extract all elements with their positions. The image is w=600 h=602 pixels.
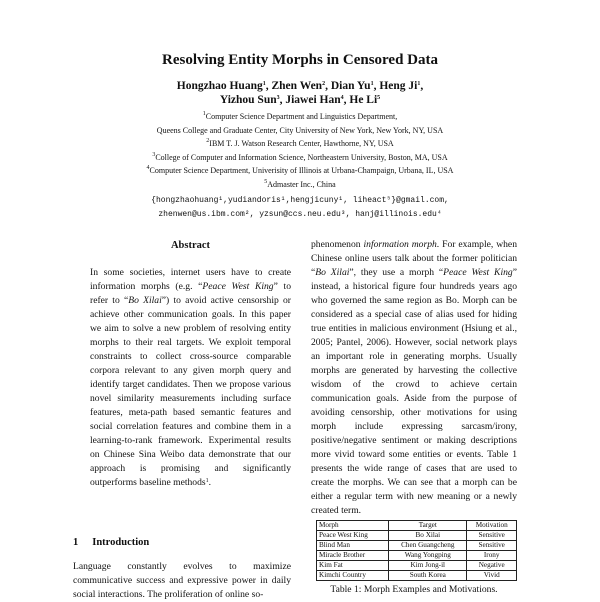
email-list bbox=[0, 194, 600, 222]
affiliation bbox=[0, 110, 600, 124]
right-column-text bbox=[311, 238, 517, 518]
section-title: Introduction bbox=[92, 537, 150, 548]
author-sup: 2 bbox=[322, 81, 326, 87]
affiliation-text: Admaster Inc., China bbox=[267, 179, 336, 189]
table-header-row bbox=[317, 521, 517, 531]
abstract-text: In some societies, internet users have to create information morphs (e.g. “ bbox=[90, 267, 291, 292]
table-cell: Miracle Brother bbox=[317, 551, 389, 561]
table-row bbox=[317, 531, 517, 541]
author-line-1: Hongzhao Huang$^1$, Zhen Wen$^2$, Dian Yu$^1$, Heng Ji$^1$, bbox=[176, 80, 424, 92]
table-header-cell: Target bbox=[389, 521, 467, 531]
affiliation-sup: 3 bbox=[152, 151, 156, 158]
abstract-emphasis: Peace West King bbox=[202, 281, 274, 292]
abstract-body bbox=[90, 266, 291, 490]
author-sup: 5 bbox=[377, 95, 381, 101]
abstract-text: . bbox=[208, 477, 212, 488]
table-row bbox=[317, 571, 517, 581]
affiliation-sup: 5 bbox=[264, 178, 268, 185]
footnote-mark: 1 bbox=[205, 478, 209, 484]
table-header-cell: Morph bbox=[317, 521, 389, 531]
table-cell: Blind Man bbox=[317, 541, 389, 551]
table-cell: Kim Fat bbox=[317, 561, 389, 571]
section-heading bbox=[73, 537, 149, 548]
email-line: {hongzhaohuang¹,yudiandoris¹,hengjicuny¹, liheact⁵}@gmail.com, bbox=[151, 196, 449, 205]
abstract-text: ”) to avoid active censorship or achieve other communication goals. In this paper we aim to solve a new problem of resolving entity morphs to their real targets. We exploit temporal constraints to collect cross-source comparable corpora relevant to any given morph query and identify target candidates. Then we propose various novel similarity measurements including surface features, meta-path based semantic features and social correlation features and combine them in a learning-to-rank framework. Experimental results on Chinese Sina Weibo data demonstrate that our approach is promising and significantly outperforms baseline methods bbox=[90, 295, 291, 488]
affiliation-text: Computer Science Department, Univerisity of Illinois at Urbana-Champaign, Urbana, IL, USA bbox=[149, 166, 454, 176]
table-cell: Peace West King bbox=[317, 531, 389, 541]
affiliation-sup: 4 bbox=[146, 165, 150, 172]
table-cell: Chen Guangcheng bbox=[389, 541, 467, 551]
affiliation-text: College of Computer and Information Science, Northeastern University, Boston, MA, USA bbox=[155, 152, 448, 162]
author: He Li bbox=[349, 94, 378, 106]
affiliation bbox=[0, 137, 600, 151]
table-cell: Vivid bbox=[467, 571, 517, 581]
morph-table bbox=[316, 520, 517, 581]
affiliation-sup: 2 bbox=[206, 138, 210, 145]
table-row bbox=[317, 551, 517, 561]
table-cell: Wang Yongping bbox=[389, 551, 467, 561]
body-emphasis: information morph bbox=[363, 239, 437, 250]
body-text: phenomenon bbox=[311, 239, 364, 250]
author: Heng Ji bbox=[379, 80, 418, 92]
email-line: zhenwen@us.ibm.com², yzsun@ccs.neu.edu³, hanj@illinois.edu⁴ bbox=[158, 210, 442, 219]
table-cell: Kimchi Country bbox=[317, 571, 389, 581]
table-cell: Sensitive bbox=[467, 541, 517, 551]
affiliation-sup: 1 bbox=[202, 111, 206, 117]
body-text: ”, they use a morph “ bbox=[349, 267, 444, 278]
author-sup: 1 bbox=[417, 81, 421, 87]
table-row bbox=[317, 561, 517, 571]
affiliation bbox=[0, 164, 600, 178]
table-row bbox=[317, 541, 517, 551]
table-caption: Table 1: Morph Examples and Motivations. bbox=[330, 584, 498, 595]
author-list bbox=[0, 79, 600, 107]
affiliation bbox=[0, 178, 600, 192]
author: Zhen Wen bbox=[271, 80, 323, 92]
body-emphasis: Peace West King bbox=[443, 267, 513, 278]
author-sup: 1 bbox=[262, 81, 266, 87]
table-cell: South Korea bbox=[389, 571, 467, 581]
body-text: ” instead, a historical figure four hundreds years ago who governed the same region as Bo. Morph can be considered as a special case of alias used for hiding true entities in malicious environment (Hsiung et al., 2005; Pantel, 2006). However, social network plays an important role in generating morphs. Usually morphs are generated by harvesting the collective wisdom of the crowd to achieve certain communication goals. Aside from the purpose of avoiding censorship, other motivations for using morph include expressing sarcasm/irony, positive/negative sentiment or making descriptions more vivid toward some entities or events. Table 1 presents the wide range of cases that are used to create the morphs. We can see that a morph can be either a regular term with new meaning or a newly created term. bbox=[311, 267, 517, 516]
table-cell: Irony bbox=[467, 551, 517, 561]
author: Hongzhao Huang bbox=[176, 80, 263, 92]
body-text: . For example, when Chinese online users talk about the former politician “ bbox=[311, 239, 517, 278]
author: Dian Yu bbox=[330, 80, 371, 92]
affiliation-text: Queens College and Graduate Center, City University of New York, New York, NY, USA bbox=[156, 125, 444, 135]
author-sup: 3 bbox=[276, 95, 280, 101]
paper-title: Resolving Entity Morphs in Censored Data bbox=[162, 52, 438, 68]
affiliation bbox=[0, 151, 600, 165]
author: Jiawei Han bbox=[285, 94, 341, 106]
table-cell: Kim Jong-il bbox=[389, 561, 467, 571]
body-emphasis: Bo Xilai bbox=[315, 267, 350, 278]
author-line-2: Yizhou Sun$^3$, Jiawei Han$^4$, He Li$^5$ bbox=[219, 94, 381, 106]
affiliation-text: IBM T. J. Watson Research Center, Hawthorne, NY, USA bbox=[209, 139, 394, 149]
table-cell: Sensitive bbox=[467, 531, 517, 541]
table-cell: Bo Xilai bbox=[389, 531, 467, 541]
author-sup: 1 bbox=[370, 81, 374, 87]
table-header-cell: Motivation bbox=[467, 521, 517, 531]
abstract-emphasis: Bo Xilai bbox=[128, 295, 162, 306]
author-sup: 4 bbox=[340, 95, 344, 101]
affiliation-list bbox=[0, 110, 600, 192]
author: Yizhou Sun bbox=[219, 94, 277, 106]
abstract-text: ” to refer to “ bbox=[90, 281, 292, 306]
affiliation bbox=[0, 124, 600, 138]
table-cell: Negative bbox=[467, 561, 517, 571]
introduction-text: Language constantly evolves to maximize communicative success and expressive power in daily social interactions. The proliferation of online so- bbox=[73, 561, 291, 600]
affiliation-text: Computer Science Department and Linguistics Department, bbox=[205, 112, 398, 121]
section-number: 1 bbox=[73, 537, 79, 548]
abstract-heading: Abstract bbox=[170, 240, 211, 251]
